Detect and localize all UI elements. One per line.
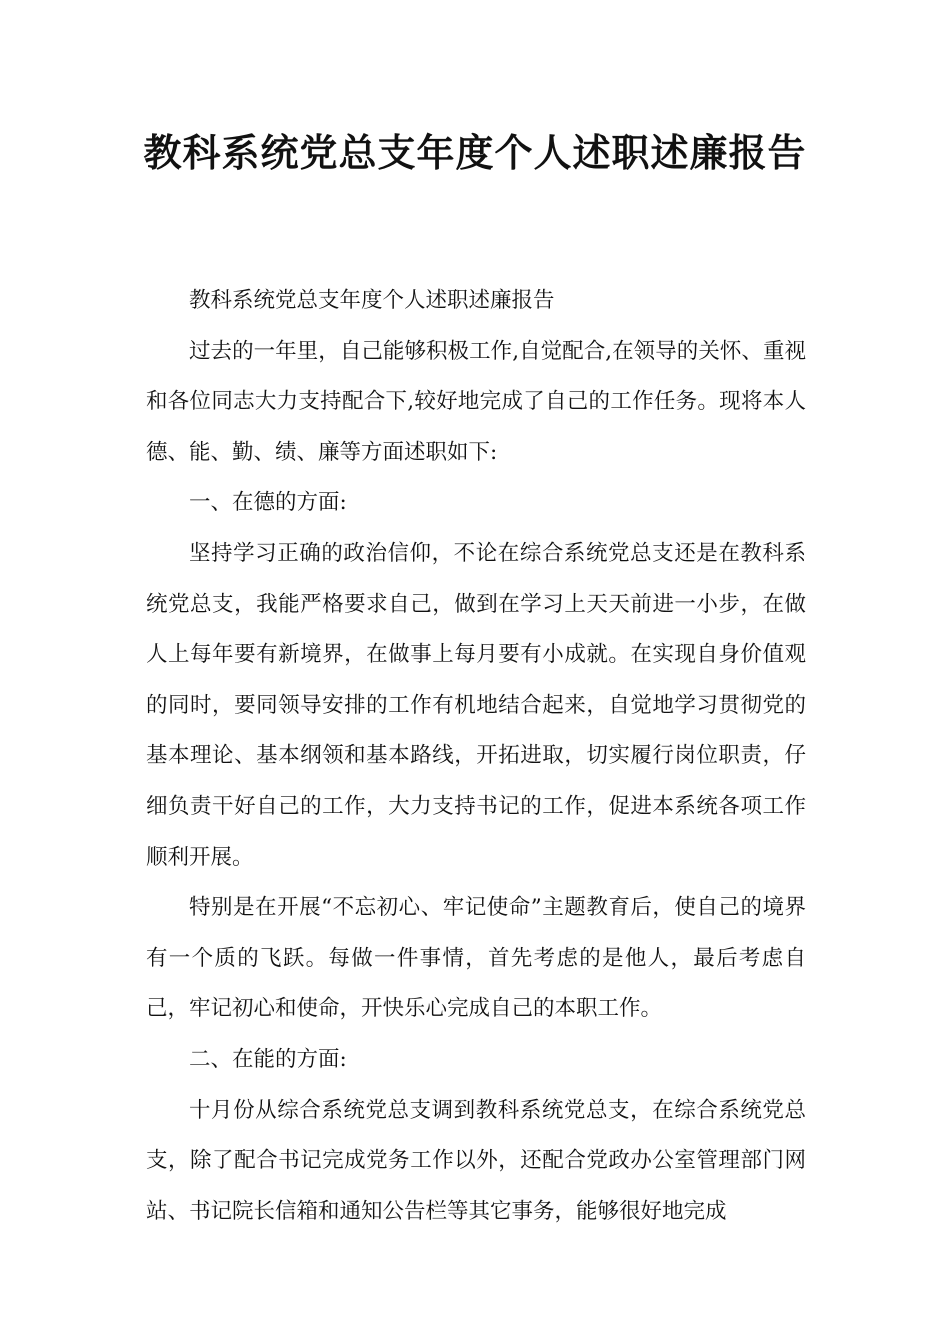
morality-paragraph: 坚持学习正确的政治信仰，不论在综合系统党总支还是在教科系统党总支，我能严格要求自己，做到在学习上天天前进一小步，在做人上每年要有新境界，在做事上每月要有小成就。在实现自身价值观的同时，要同领导安排的工作有机地结合起来，自觉地学习贯彻党的基本理论、基本纲领和基本路线，开拓进取，切实履行岗位职责，仔细负责干好自己的工作，大力支持书记的工作，促进本系统各项工作顺利开展。 (146, 540, 806, 870)
section-heading-morality: 一、在德的方面: (189, 490, 347, 516)
ability-paragraph: 十月份从综合系统党总支调到教科系统党总支，在综合系统党总支，除了配合书记完成党务工作以外，还配合党政办公室管理部门网站、书记院长信箱和通知公告栏等其它事务，能够很好地完成 (146, 1097, 806, 1224)
theme-education-paragraph: 特别是在开展“不忘初心、牢记使命”主题教育后，使自己的境界有一个质的飞跃。每做一件事情，首先考虑的是他人，最后考虑自己，牢记初心和使命，开快乐心完成自己的本职工作。 (146, 895, 806, 1022)
document-title: 教科系统党总支年度个人述职述廉报告 (143, 131, 807, 175)
section-heading-ability: 二、在能的方面: (189, 1046, 347, 1072)
intro-paragraph: 过去的一年里，自己能够积极工作,自觉配合,在领导的关怀、重视和各位同志大力支持配合下,较好地完成了自己的工作任务。现将本人德、能、勤、绩、廉等方面述职如下: (146, 338, 806, 465)
subtitle-paragraph: 教科系统党总支年度个人述职述廉报告 (189, 288, 555, 313)
document-body (146, 276, 806, 1237)
